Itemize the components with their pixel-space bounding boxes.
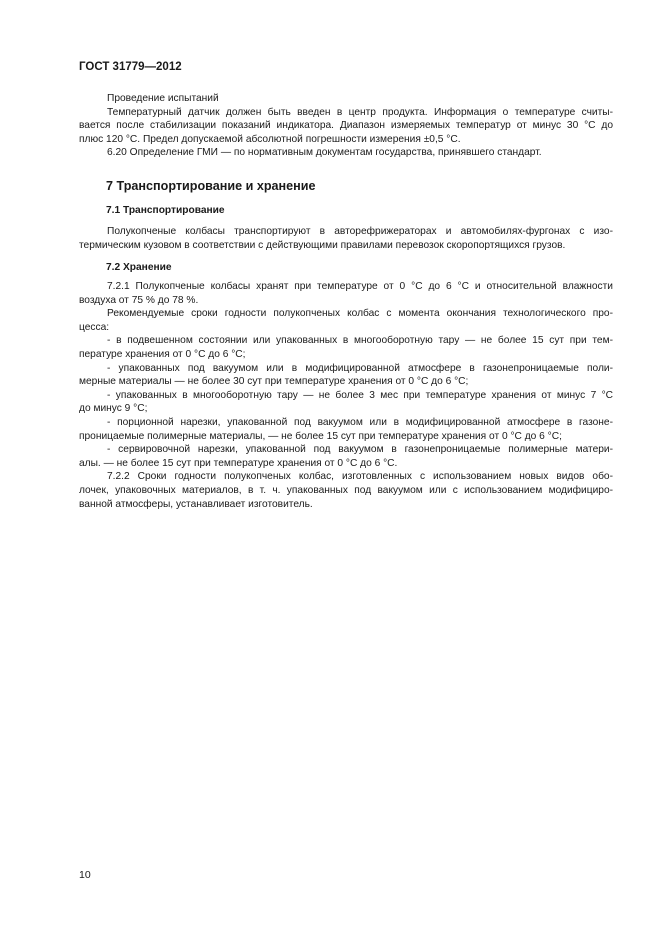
section-heading: 7 Транспортирование и хранение <box>106 179 316 193</box>
text-line: проницаемые полимерные материалы, — не более 15 сут при температуре хранения от 0 °С до 6 °С; <box>79 430 562 442</box>
text-line: ванной атмосферы, устанавливает изготовитель. <box>79 498 313 510</box>
text-line: плюс 120 °С. Предел допускаемой абсолютной погрешности измерения ±0,5 °С. <box>79 133 461 145</box>
text-line: 7.2.1 Полукопченые колбасы хранят при температуре от 0 °С до 6 °С и относительной влажности <box>107 281 613 292</box>
text-line: 7.2.2 Сроки годности полукопченых колбас, изготовленных с использованием новых видов обо- <box>107 471 613 483</box>
list-item: - упакованных под вакуумом или в модифицированной атмосфере в газонепроницаемые поли- <box>107 362 613 374</box>
text-line: Рекомендуемые сроки годности полукопченых колбас с момента окончания технологического про- <box>107 308 613 320</box>
text-line: алы. — не более 15 сут при температуре хранения от 0 °С до 6 °С. <box>79 457 398 469</box>
text-line: цесса: <box>79 321 110 333</box>
text-line: термическим кузовом в соответствии с действующими правилами перевозок скоропортящихся грузов. <box>79 239 566 251</box>
testing-paragraph <box>79 92 613 160</box>
list-item: - порционной нарезки, упакованной под вакуумом или в модифицированной атмосфере в газоне- <box>107 416 613 428</box>
text-line: 6.20 Определение ГМИ — по нормативным документам государства, принявшего стандарт. <box>107 147 542 159</box>
list-item: - в подвешенном состоянии или упакованных в многооборотную тару — не более 15 сут при тем- <box>107 335 613 347</box>
text-line: пературе хранения от 0 °С до 6 °С; <box>79 348 246 360</box>
text-line: мерные материалы — не более 30 сут при температуре хранения от 0 °С до 6 °С; <box>79 376 469 388</box>
text-line: до минус 9 °С; <box>79 403 148 415</box>
subsection-heading: 7.2 Хранение <box>106 262 172 273</box>
text-line: воздуха от 75 % до 78 %. <box>79 294 199 306</box>
text-line: Полукопченые колбасы транспортируют в авторефрижераторах и автомобилях-фургонах с изо- <box>107 226 613 237</box>
text-line: Проведение испытаний <box>107 93 219 104</box>
text-line: Температурный датчик должен быть введен в центр продукта. Информация о температуре считы- <box>107 106 613 118</box>
transport-paragraph <box>79 225 613 252</box>
document-header: ГОСТ 31779—2012 <box>79 61 182 73</box>
text-line: лочек, упаковочных материалов, в т. ч. упакованных под вакуумом или с использованием модифициро- <box>79 484 613 496</box>
list-item: - сервировочной нарезки, упакованной под вакуумом в газонепроницаемые полимерные матери- <box>107 444 613 456</box>
list-item: - упакованных в многооборотную тару — не более 3 мес при температуре хранения от минус 7 °С <box>107 389 613 401</box>
storage-paragraph <box>79 280 613 511</box>
subsection-heading: 7.1 Транспортирование <box>106 205 225 216</box>
page-number: 10 <box>79 869 91 881</box>
text-line: вается после стабилизации показаний индикатора. Диапазон измеряемых температур от минус 30 °С до <box>79 120 613 132</box>
